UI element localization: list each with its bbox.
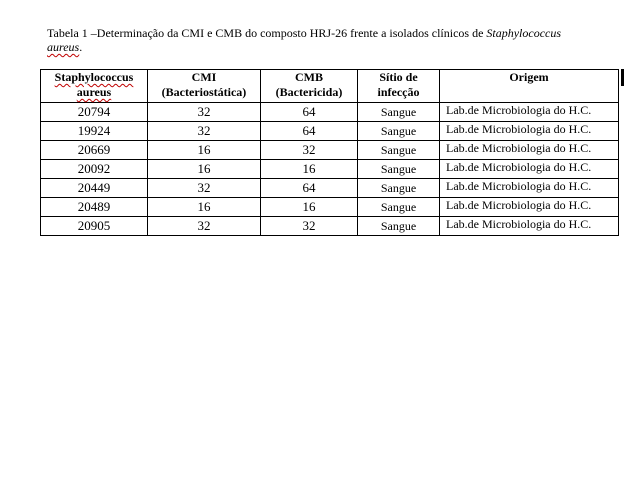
cmi-cell: 16: [148, 141, 261, 160]
caption-species-genus: Staphylococcus: [486, 26, 562, 40]
table-row: [41, 103, 619, 122]
header-origem: Origem: [440, 70, 619, 103]
table-header-row: [41, 70, 619, 103]
isolate-id-cell: 20794: [41, 103, 148, 122]
caption-species-epithet: aureus: [47, 40, 80, 54]
sitio-cell: Sangue: [358, 179, 440, 198]
cmb-cell: 32: [261, 141, 358, 160]
cmi-cell: 32: [148, 179, 261, 198]
isolate-id-cell: 20092: [41, 160, 148, 179]
origem-cell: Lab.de Microbiologia do H.C.: [440, 103, 619, 122]
table-row: [41, 160, 619, 179]
cmi-cell: 32: [148, 122, 261, 141]
origem-cell: Lab.de Microbiologia do H.C.: [440, 160, 619, 179]
sitio-cell: Sangue: [358, 160, 440, 179]
sitio-cell: Sangue: [358, 103, 440, 122]
table-edge-mark: [621, 69, 624, 86]
caption-period: .: [79, 40, 83, 54]
cmi-cell: 16: [148, 160, 261, 179]
header-sitio: Sítio de infecção: [358, 70, 440, 103]
isolate-id-cell: 20489: [41, 198, 148, 217]
results-table: [40, 69, 619, 236]
isolate-id-cell: 20905: [41, 217, 148, 236]
header-staphylococcus: Staphylococcus aureus: [41, 70, 148, 103]
sitio-cell: Sangue: [358, 122, 440, 141]
cmi-cell: 16: [148, 198, 261, 217]
cmb-cell: 16: [261, 160, 358, 179]
isolate-id-cell: 20669: [41, 141, 148, 160]
caption-prefix: Tabela 1 –Determinação da CMI e CMB do composto HRJ-26 frente a isolados clínicos de: [47, 26, 487, 40]
origem-cell: Lab.de Microbiologia do H.C.: [440, 179, 619, 198]
sitio-cell: Sangue: [358, 198, 440, 217]
table-row: [41, 141, 619, 160]
cmb-cell: 64: [261, 122, 358, 141]
table-row: [41, 179, 619, 198]
table-caption: [47, 26, 640, 54]
cmb-cell: 16: [261, 198, 358, 217]
table-row: [41, 198, 619, 217]
cmb-cell: 64: [261, 179, 358, 198]
isolate-id-cell: 19924: [41, 122, 148, 141]
table-row: [41, 217, 619, 236]
header-cmi: CMI (Bacteriostática): [148, 70, 261, 103]
header-cmb: CMB (Bactericida): [261, 70, 358, 103]
origem-cell: Lab.de Microbiologia do H.C.: [440, 141, 619, 160]
cmb-cell: 64: [261, 103, 358, 122]
cmi-cell: 32: [148, 217, 261, 236]
cmi-cell: 32: [148, 103, 261, 122]
sitio-cell: Sangue: [358, 217, 440, 236]
cmb-cell: 32: [261, 217, 358, 236]
isolate-id-cell: 20449: [41, 179, 148, 198]
table-row: [41, 122, 619, 141]
sitio-cell: Sangue: [358, 141, 440, 160]
origem-cell: Lab.de Microbiologia do H.C.: [440, 122, 619, 141]
origem-cell: Lab.de Microbiologia do H.C.: [440, 217, 619, 236]
origem-cell: Lab.de Microbiologia do H.C.: [440, 198, 619, 217]
